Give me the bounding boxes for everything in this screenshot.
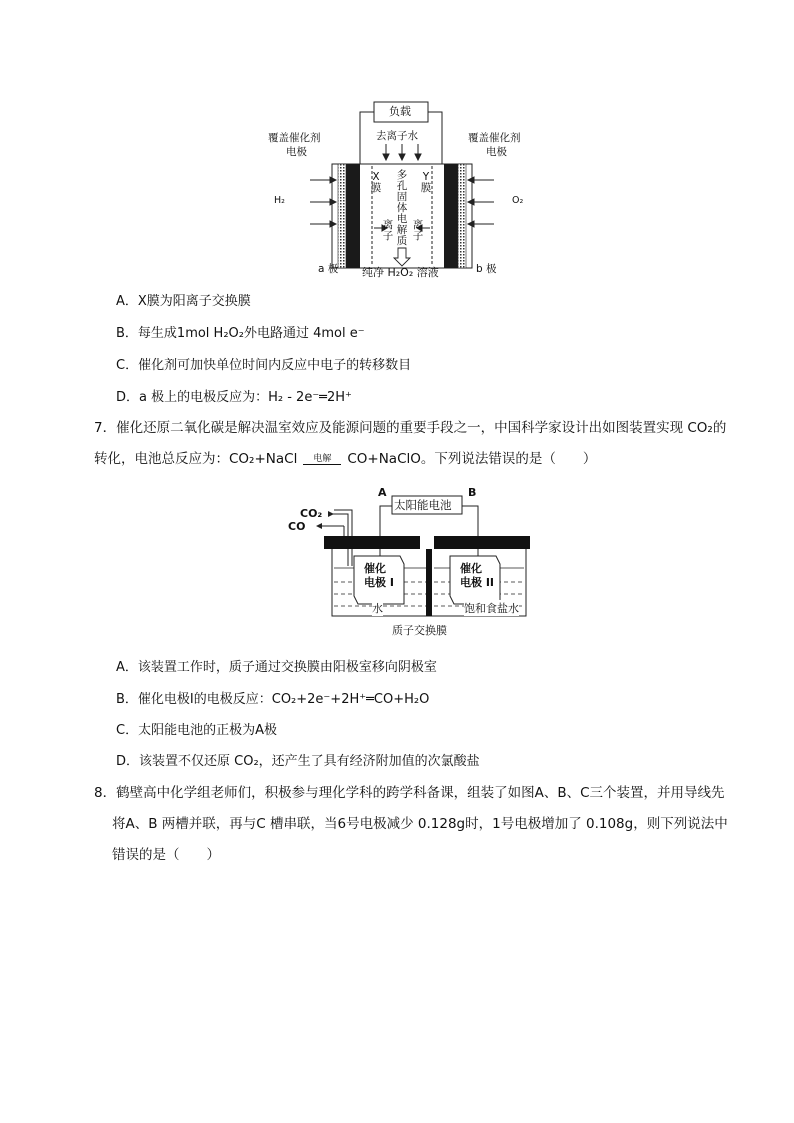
right-lid (434, 536, 530, 549)
left-electrode-label-2: 电极 (286, 146, 307, 158)
q7-option-c: C．太阳能电池的正极为A极 (116, 723, 277, 738)
right-electrode-label-2: 电极 (486, 146, 507, 158)
right-electrode-label-1: 覆盖催化剂 (468, 132, 521, 144)
o2-label: O₂ (512, 195, 524, 206)
battery-label: 太阳能电池 (394, 498, 452, 512)
battery-terminal-a: A (378, 486, 387, 499)
q7-stem-line2 (94, 447, 596, 467)
q7-equation-left: 转化，电池总反应为：CO₂+NaCl (94, 451, 298, 467)
reaction-condition: 电解 (303, 454, 341, 465)
electrode-b-label: b 极 (476, 263, 497, 275)
q8-stem-line2: 将A、B 两槽并联，再与C 槽串联，当6号电极减少 0.128g时，1号电极增加了 0.108g，则下列说法中 (112, 816, 728, 832)
electrode-a-hatch (338, 164, 346, 268)
water-arrows (383, 144, 421, 160)
q6-option-b: B．每生成1mol H₂O₂外电路通过 4mol e⁻ (116, 326, 365, 341)
q6-option-a: A．X膜为阳离子交换膜 (116, 294, 251, 309)
y-membrane-label: Y 膜 (420, 171, 432, 194)
electrolyte-label: 多 孔 固 体 电 解 质 (396, 169, 408, 247)
ion-right-label: 离 子 (412, 219, 424, 242)
electrode-2-label: 催化 电极 II (460, 562, 495, 589)
co2-label: CO₂ (300, 507, 323, 520)
q8-stem-line3: 错误的是（ ） (112, 847, 220, 863)
q7-option-b: B．催化电极Ⅰ的电极反应：CO₂+2e⁻+2H⁺═CO+H₂O (116, 692, 430, 707)
q7-equation-right: CO+NaClO。下列说法错误的是（ ） (347, 451, 597, 467)
left-lid (324, 536, 420, 549)
x-membrane-label: X 膜 (370, 171, 382, 194)
figure-electrolysis (284, 486, 536, 638)
electrode-1-label: 催化 电极 I (364, 562, 394, 589)
left-electrode-label-1: 覆盖催化剂 (268, 132, 321, 144)
brine-label: 饱和食盐水 (464, 602, 519, 615)
load-label: 负载 (389, 105, 411, 118)
deionized-water-label: 去离子水 (376, 130, 418, 142)
q7-option-d: D．该装置不仅还原 CO₂，还产生了具有经济附加值的次氯酸盐 (116, 754, 480, 769)
proton-membrane (426, 549, 432, 616)
electrode-a-dark (346, 164, 360, 268)
q7-stem-line1: 7．催化还原二氧化碳是解决温室效应及能源问题的重要手段之一，中国科学家设计出如图装置实现 CO₂的 (94, 420, 727, 436)
electrode-b-dark (444, 164, 458, 268)
battery-terminal-b: B (468, 486, 477, 499)
h2-label: H₂ (274, 195, 285, 206)
water-label: 水 (372, 602, 383, 615)
ion-left-label: 离 子 (382, 219, 394, 242)
q8-stem-line1: 8．鹤壁高中化学组老师们，积极参与理化学科的跨学科备课，组装了如图A、B、C三个装置，并用导线先 (94, 785, 725, 801)
electrode-a-label: a 极 (318, 263, 339, 275)
product-label: 纯净 H₂O₂ 溶液 (362, 266, 439, 279)
q7-option-a: A．该装置工作时，质子通过交换膜由阳极室移向阴极室 (116, 660, 437, 675)
figure-fuel-cell (262, 98, 532, 278)
q6-option-d: D．a 极上的电极反应为：H₂ - 2e⁻═2H⁺ (116, 390, 352, 405)
membrane-label: 质子交换膜 (392, 624, 447, 637)
q6-option-c: C．催化剂可加快单位时间内反应中电子的转移数目 (116, 358, 412, 373)
electrode-b-hatch (458, 164, 466, 268)
co-label: CO (288, 520, 306, 533)
